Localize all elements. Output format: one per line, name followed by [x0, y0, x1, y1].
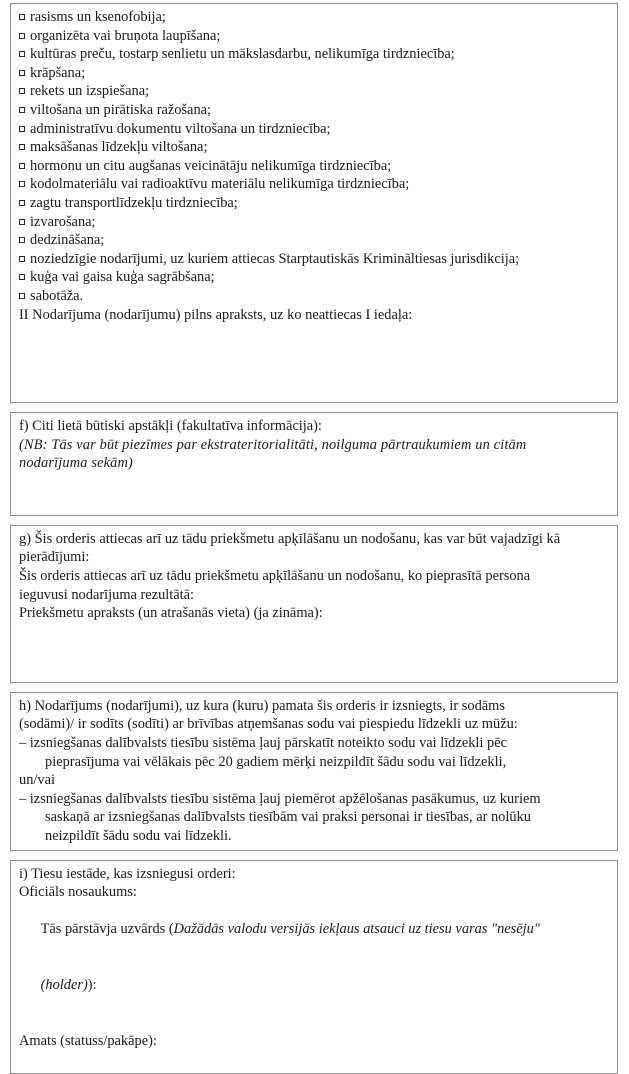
section-i-representative-text-1: Tās pārstāvja uzvārds (Dažādās valodu versijās iekļaus atsauci uz tiesu varas "nesēju"	[40, 921, 540, 938]
section-i-representative-line-1	[19, 902, 610, 958]
section-offence-checklist	[10, 3, 618, 403]
section-g-evidence-line-2: ieguvusi nodarījuma rezultātā:	[19, 586, 195, 603]
checklist-item[interactable]	[19, 82, 610, 101]
checklist-item[interactable]	[19, 138, 610, 157]
section-f-note-line-1: (NB: Tās var būt piezīmes par ekstrateritorialitāti, noilguma pārtraukumiem un citām	[19, 436, 527, 453]
checkbox-icon[interactable]	[19, 219, 25, 225]
checkbox-icon[interactable]	[19, 88, 25, 94]
checkbox-icon[interactable]	[19, 163, 25, 169]
checkbox-icon[interactable]	[19, 70, 25, 76]
checkbox-icon[interactable]	[19, 200, 25, 206]
section-g-heading-line-1: g) Šis orderis attiecas arī uz tādu priekšmetu apķīlāšanu un nodošanu, kas var būt vajadzīgi kā	[19, 530, 561, 547]
offences-blank-area	[19, 324, 610, 398]
checklist-item[interactable]	[19, 101, 610, 120]
section-h-item-2-line-2: saskaņā ar izsniegšanas dalībvalsts tiesībām vai praksi personai ir tiesības, ar nolūku	[45, 809, 531, 826]
checkbox-icon[interactable]	[19, 33, 25, 39]
section-f	[10, 412, 618, 516]
section-g-description-prompt: Priekšmetu apraksts (un atrašanās vieta) (ja zināma):	[19, 605, 323, 622]
checkbox-icon[interactable]	[19, 126, 25, 132]
checklist-item-label: dedzināšana;	[30, 232, 105, 249]
section-i-representative-text-2: (holder)):	[40, 977, 97, 994]
section-g-evidence-line-1: Šis orderis attiecas arī uz tādu priekšmetu apķīlāšanu un nodošanu, ko pieprasītā persona	[19, 568, 531, 585]
checklist-item-label: hormonu un citu augšanas veicinātāju nelikumīga tirdzniecība;	[30, 157, 392, 174]
checklist-item-label: krāpšana;	[30, 64, 86, 81]
checklist-item-label: kodolmateriālu vai radioaktīvu materiālu nelikumīga tirdzniecība;	[30, 176, 410, 193]
section-i-position-label: Amats (statuss/pakāpe):	[19, 1032, 157, 1049]
section-g-heading-line-2: pierādījumi:	[19, 549, 90, 566]
checklist-item[interactable]	[19, 194, 610, 213]
section-h	[10, 692, 618, 851]
checklist-item-label: viltošana un pirātiska ražošana;	[30, 101, 212, 118]
checkbox-icon[interactable]	[19, 181, 25, 187]
checkbox-icon[interactable]	[19, 256, 25, 262]
section-f-note-line-2: nodarījuma sekām)	[19, 455, 133, 472]
checklist-item-label: rekets un izspiešana;	[30, 83, 150, 100]
section-h-item-1-line-2: pieprasījuma vai vēlākais pēc 20 gadiem mērķi neizpildīt šādu sodu vai līdzekli,	[45, 753, 507, 770]
checkbox-icon[interactable]	[19, 237, 25, 243]
checklist-item[interactable]	[19, 268, 610, 287]
section-gap	[0, 851, 629, 860]
checklist-item[interactable]	[19, 120, 610, 139]
section-i	[10, 860, 618, 1074]
checklist-item-label: maksāšanas līdzekļu viltošana;	[30, 139, 208, 156]
section-h-item-2-line-1: – izsniegšanas dalībvalsts tiesību sistēma ļauj piemērot apžēlošanas pasākumus, uz kuriem	[19, 790, 541, 807]
section-g-blank-area	[19, 623, 610, 678]
checklist-item-label: organizēta vai bruņota laupīšana;	[30, 27, 221, 44]
checklist-item-label: izvarošana;	[30, 213, 96, 230]
checklist-item[interactable]	[19, 27, 610, 46]
section-i-blank-line	[19, 1013, 610, 1032]
offences-footer-text: II Nodarījuma (nodarījumu) pilns apraksts, uz ko neattiecas I iedaļa:	[19, 306, 413, 323]
checklist-item-label: zagtu transportlīdzekļu tirdzniecība;	[30, 194, 238, 211]
checkbox-icon[interactable]	[19, 144, 25, 150]
section-i-official-name-label: Oficiāls nosaukums:	[19, 884, 137, 901]
section-h-item-1-line-1: – izsniegšanas dalībvalsts tiesību sistēma ļauj pārskatīt noteikto sodu vai līdzekli pēc	[19, 735, 507, 752]
section-gap	[0, 683, 629, 692]
section-f-blank-area	[19, 473, 610, 511]
checklist-item-label: administratīvu dokumentu viltošana un tirdzniecība;	[30, 120, 331, 137]
section-i-blank-area	[19, 1051, 610, 1069]
checklist-item[interactable]	[19, 157, 610, 176]
checklist-item-label: noziedzīgie nodarījumi, uz kuriem attiecas Starptautiskās Krimināltiesas jurisdikcija;	[30, 250, 520, 267]
section-h-item-2-line-3: neizpildīt šādu sodu vai līdzekli.	[45, 828, 232, 844]
checklist-item[interactable]	[19, 8, 610, 27]
section-h-heading-line-2: (sodāmi)/ ir sodīts (sodīti) ar brīvības atņemšanas sodu vai piespiedu līdzekli uz mūžu:	[19, 716, 518, 733]
section-g	[10, 525, 618, 683]
checklist-item-label: rasisms un ksenofobija;	[30, 9, 166, 25]
section-i-representative-line-2	[19, 958, 610, 1014]
checklist-item[interactable]	[19, 250, 610, 269]
checklist-item[interactable]	[19, 231, 610, 250]
checkbox-icon[interactable]	[19, 107, 25, 113]
checkbox-icon[interactable]	[19, 14, 25, 20]
section-gap	[0, 516, 629, 525]
checklist-item-label: sabotāža.	[30, 287, 84, 304]
checklist-item[interactable]	[19, 175, 610, 194]
checkbox-icon[interactable]	[19, 274, 25, 280]
section-i-heading: i) Tiesu iestāde, kas izsniegusi orderi:	[19, 865, 236, 882]
checklist-item-label: kuģa vai gaisa kuģa sagrābšana;	[30, 269, 215, 286]
section-h-heading-line-1: h) Nodarījums (nodarījumi), uz kura (kuru) pamata šis orderis ir izsniegts, ir sodāms	[19, 697, 505, 714]
section-gap	[0, 403, 629, 412]
checkbox-icon[interactable]	[19, 51, 25, 57]
checklist-item[interactable]	[19, 213, 610, 232]
checklist-item[interactable]	[19, 45, 610, 64]
checkbox-icon[interactable]	[19, 293, 25, 299]
checklist-item[interactable]	[19, 64, 610, 83]
section-h-connector: un/vai	[19, 772, 55, 789]
checklist-item-label: kultūras preču, tostarp senlietu un mākslasdarbu, nelikumīga tirdzniecība;	[30, 46, 455, 63]
checklist-item[interactable]	[19, 287, 610, 306]
section-f-heading: f) Citi lietā būtiski apstākļi (fakultatīva informācija):	[19, 418, 322, 435]
